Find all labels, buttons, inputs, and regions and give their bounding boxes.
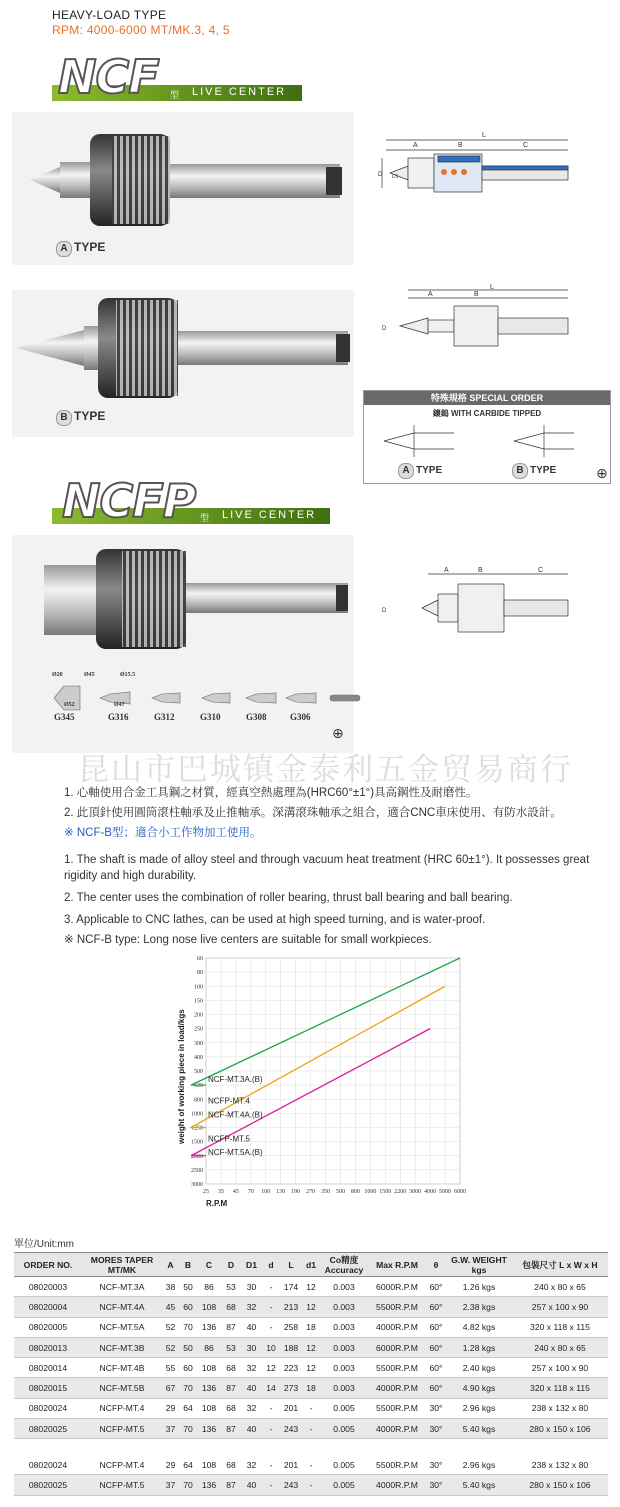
zoom-in-icon-2[interactable]: ⊕ (332, 725, 344, 741)
table-cell: 240 x 80 x 65 (512, 1277, 608, 1297)
table-cell: 10 (262, 1337, 280, 1357)
so-a-circle: A (398, 463, 414, 479)
table-cell: 68 (221, 1358, 241, 1378)
table-cell: 238 x 132 x 80 (512, 1398, 608, 1418)
table-cell: 5500R.P.M (368, 1455, 426, 1475)
table-row (14, 1455, 608, 1475)
series-label: NCF-MT.3A.(B) (208, 1075, 263, 1085)
table-cell: 0.003 (320, 1378, 368, 1398)
table-cell: 0.003 (320, 1317, 368, 1337)
table-cell: 136 (197, 1317, 221, 1337)
x-tick-label: 6000 (454, 1189, 466, 1195)
table-cell: 08020015 (14, 1378, 82, 1398)
x-tick-label: 130 (276, 1189, 286, 1195)
table-cell: 1.28 kgs (446, 1337, 512, 1357)
table-cell: 60° (426, 1297, 446, 1317)
y-tick-label: 400 (194, 1054, 203, 1061)
en-note-2: 2. The center uses the combination of roller bearing, thrust ball bearing and ball bearing. (64, 892, 513, 904)
table-cell: 223 (280, 1358, 302, 1378)
table-header-cell: MORES TAPER MT/MK (82, 1253, 162, 1277)
tool-g345: G345 (54, 712, 75, 722)
table-cell: - (262, 1277, 280, 1297)
table-cell: 12 (302, 1277, 320, 1297)
tool-dim-20: Ø20 (52, 672, 63, 678)
table-cell: NCF-MT.5A (82, 1317, 162, 1337)
x-tick-label: 350 (321, 1189, 331, 1195)
table-cell: 08020024 (14, 1455, 82, 1475)
table-cell: 08020025 (14, 1475, 82, 1495)
so-b-text: TYPE (530, 465, 557, 476)
y-tick-label: 1500 (191, 1139, 203, 1146)
cn-note-2: 2. 此頂針使用圓筒滾柱軸承及止推軸承。深溝滾珠軸承之組合，適合CNC車床使用、有防水設計。 (64, 807, 562, 819)
table-cell: 70 (179, 1475, 197, 1495)
table-cell: 257 x 100 x 90 (512, 1297, 608, 1317)
y-tick-label: 800 (194, 1097, 203, 1104)
table-header-cell: D1 (241, 1253, 262, 1277)
table-cell: 30° (426, 1475, 446, 1495)
y-tick-label: 100 (194, 984, 203, 991)
table-cell: NCFP-MT.5 (82, 1475, 162, 1495)
ncfp-sub: 型 (200, 513, 210, 523)
table-cell: 52 (162, 1317, 179, 1337)
table-cell: 60 (179, 1297, 197, 1317)
table-cell: 12 (302, 1297, 320, 1317)
table-cell: - (302, 1455, 320, 1475)
tool-g316: G316 (108, 712, 129, 722)
x-tick-label: 4000 (424, 1189, 437, 1195)
ncf-b-type-label (56, 409, 105, 426)
x-tick-label: 800 (350, 1189, 360, 1195)
table-cell: 12 (262, 1358, 280, 1378)
table-cell: - (262, 1398, 280, 1418)
ncfp-dim-c-text: C (538, 567, 544, 574)
y-tick-label: 150 (194, 998, 203, 1005)
type-b-text: TYPE (74, 409, 106, 423)
tool-g310: G310 (200, 712, 221, 722)
table-cell: 5500R.P.M (368, 1297, 426, 1317)
table-cell: 257 x 100 x 90 (512, 1358, 608, 1378)
table-header-cell: d1 (302, 1253, 320, 1277)
dim-l-text-b: L (490, 284, 494, 291)
table-cell: 60° (426, 1317, 446, 1337)
table-cell: 243 (280, 1419, 302, 1439)
so-b-type (512, 463, 556, 479)
y-tick-label: 630 (194, 1083, 203, 1090)
table-cell: 64 (179, 1455, 197, 1475)
table-cell: 5500R.P.M (368, 1358, 426, 1378)
table-cell: 136 (197, 1475, 221, 1495)
table-cell: 136 (197, 1419, 221, 1439)
table-cell: 64 (179, 1398, 197, 1418)
x-tick-label: 70 (247, 1189, 254, 1195)
table-cell: NCFP-MT.5 (82, 1419, 162, 1439)
x-tick-label: 270 (306, 1189, 316, 1195)
table-header-cell: G.W. WEIGHT kgs (446, 1253, 512, 1277)
x-axis-label: R.P.M (206, 1199, 228, 1208)
table-cell: 240 x 80 x 65 (512, 1337, 608, 1357)
dim-a-text: A (413, 142, 418, 149)
ncf-sub: 型 (170, 90, 180, 100)
ncf-a-type-label (56, 240, 105, 257)
en-note-4: ※ NCF-B type: Long nose live centers are suitable for small workpieces. (64, 934, 432, 946)
table-cell: 50 (179, 1277, 197, 1297)
table-cell: 53 (221, 1277, 241, 1297)
table-cell: 30 (241, 1337, 262, 1357)
table-cell: 60 (179, 1358, 197, 1378)
table-cell: 0.003 (320, 1337, 368, 1357)
table-cell: 238 x 132 x 80 (512, 1455, 608, 1475)
x-tick-label: 500 (335, 1189, 345, 1195)
table-cell: 08020025 (14, 1419, 82, 1439)
table-row (14, 1419, 608, 1439)
table-row (14, 1378, 608, 1398)
table-cell: 5500R.P.M (368, 1398, 426, 1418)
table-cell: 108 (197, 1455, 221, 1475)
cn-note-1: 1. 心軸使用合金工具鋼之材質，經真空熱處理為(HRC60°±1°)具高鋼性及耐磨性。 (64, 787, 478, 799)
x-tick-label: 5000 (439, 1189, 452, 1195)
table-row (14, 1297, 608, 1317)
table-cell: 87 (221, 1378, 241, 1398)
special-order-title: 特殊規格 SPECIAL ORDER (364, 391, 610, 405)
tool-dim-52: Ø52 (64, 702, 75, 708)
series-label: NCF-MT.5A.(B) (208, 1147, 263, 1157)
x-tick-label: 1500 (379, 1189, 392, 1195)
table-cell: 136 (197, 1378, 221, 1398)
table-cell: 29 (162, 1455, 179, 1475)
table-cell: 0.003 (320, 1297, 368, 1317)
ncfp-title: NCFP (62, 474, 196, 528)
table-cell: 213 (280, 1297, 302, 1317)
x-tick-label: 35 (217, 1189, 224, 1195)
table-row (14, 1317, 608, 1337)
ncfp-dim-a-text: A (444, 567, 449, 574)
table-cell: 0.005 (320, 1398, 368, 1418)
table-cell: 280 x 150 x 106 (512, 1475, 608, 1495)
table-cell: 188 (280, 1337, 302, 1357)
dim-a-text-b: A (428, 291, 433, 298)
table-cell: 4000R.P.M (368, 1419, 426, 1439)
table-cell: 320 x 118 x 115 (512, 1317, 608, 1337)
dim-d-text: D (378, 172, 383, 178)
table-header-cell: Max R.P.M (368, 1253, 426, 1277)
table-cell: 0.005 (320, 1455, 368, 1475)
table-row (14, 1277, 608, 1297)
y-tick-label: 60 (197, 956, 203, 962)
series-label: NCF-MT.4A.(B) (208, 1110, 263, 1120)
table-cell: 4000R.P.M (368, 1475, 426, 1495)
table-header-cell: D (221, 1253, 241, 1277)
table-header-cell: d (262, 1253, 280, 1277)
spec-table-extra (14, 1455, 608, 1496)
table-header-row (14, 1253, 608, 1277)
table-cell: 32 (241, 1358, 262, 1378)
table-cell: 08020014 (14, 1358, 82, 1378)
y-tick-label: 80 (197, 970, 203, 977)
table-header-cell: C (197, 1253, 221, 1277)
header-rpm: RPM: 4000-6000 MT/MK.3, 4, 5 (52, 23, 230, 37)
y-tick-label: 3000 (191, 1182, 203, 1188)
type-b-circle: B (56, 410, 72, 426)
tool-g306: G306 (290, 712, 311, 722)
table-cell: 280 x 150 x 106 (512, 1419, 608, 1439)
table-cell: 30° (426, 1419, 446, 1439)
table-cell: 08020013 (14, 1337, 82, 1357)
x-tick-label: 25 (203, 1189, 209, 1195)
dim-c-text: C (523, 142, 529, 149)
table-cell: 30° (426, 1398, 446, 1418)
so-a-type (398, 463, 442, 479)
table-cell: 0.003 (320, 1358, 368, 1378)
y-tick-label: 2500 (191, 1167, 203, 1174)
y-tick-label: 200 (194, 1012, 203, 1019)
table-cell: 70 (179, 1378, 197, 1398)
ncf-a-drawing (378, 128, 576, 210)
ncfp-drawing (378, 564, 576, 640)
table-cell: 0.003 (320, 1277, 368, 1297)
y-tick-label: 300 (194, 1040, 203, 1047)
table-cell: 50 (179, 1337, 197, 1357)
spec-table (14, 1252, 608, 1439)
en-note-3: 3. Applicable to CNC lathes, can be used at high speed turning, and is water-proof. (64, 914, 486, 926)
table-cell: 37 (162, 1475, 179, 1495)
table-cell: 08020024 (14, 1398, 82, 1418)
table-cell: 87 (221, 1475, 241, 1495)
table-cell: 37 (162, 1419, 179, 1439)
table-cell: - (262, 1475, 280, 1495)
y-tick-label: 250 (194, 1026, 203, 1033)
table-cell: 32 (241, 1398, 262, 1418)
table-cell: 201 (280, 1398, 302, 1418)
table-cell: - (262, 1455, 280, 1475)
tool-g312: G312 (154, 712, 175, 722)
table-cell: 70 (179, 1419, 197, 1439)
table-cell: 40 (241, 1378, 262, 1398)
y-tick-label: 500 (194, 1069, 203, 1075)
series-label: NCFP-MT.5 (208, 1134, 250, 1144)
table-cell: 87 (221, 1317, 241, 1337)
ncfp-live-center-label: LIVE CENTER (222, 509, 317, 521)
special-order-box (363, 390, 611, 484)
ncf-b-drawing (378, 284, 576, 354)
table-cell: 60° (426, 1337, 446, 1357)
x-tick-label: 2200 (394, 1189, 407, 1195)
cn-note-3: ※ NCF-B型；適合小工作物加工使用。 (64, 827, 262, 839)
table-cell: - (302, 1419, 320, 1439)
table-cell: 2.96 kgs (446, 1455, 512, 1475)
table-cell: 6000R.P.M (368, 1277, 426, 1297)
ncfp-dim-b-text: B (478, 567, 483, 574)
table-header-cell: L (280, 1253, 302, 1277)
table-cell: 67 (162, 1378, 179, 1398)
x-tick-label: 190 (291, 1189, 301, 1195)
special-order-drawing (374, 421, 600, 461)
so-a-text: TYPE (416, 465, 443, 476)
table-cell: - (262, 1419, 280, 1439)
table-cell: 5.40 kgs (446, 1475, 512, 1495)
x-tick-label: 45 (232, 1189, 239, 1195)
table-cell: 18 (302, 1378, 320, 1398)
y-tick-label: 1000 (191, 1111, 203, 1118)
watermark: 昆山市巴城镇金泰利五金贸易商行 (78, 752, 573, 788)
unit-label: 單位/Unit:mm (14, 1239, 74, 1250)
load-rpm-chart (160, 950, 470, 1214)
ncf-title: NCF (58, 50, 159, 104)
x-tick-label: 3000 (409, 1189, 422, 1195)
table-cell: 40 (241, 1475, 262, 1495)
x-tick-label: 100 (261, 1189, 271, 1195)
zoom-in-icon[interactable]: ⊕ (596, 465, 608, 481)
table-cell: 2.40 kgs (446, 1358, 512, 1378)
table-row (14, 1475, 608, 1495)
type-a-circle: A (56, 241, 72, 257)
ncfp-illustration (12, 535, 354, 665)
dim-d-text-b: D (382, 326, 387, 332)
y-tick-label: 2000 (191, 1153, 203, 1160)
table-cell: 53 (221, 1337, 241, 1357)
table-header-cell: A (162, 1253, 179, 1277)
table-cell: 60° (426, 1378, 446, 1398)
table-cell: - (302, 1475, 320, 1495)
table-cell: NCF-MT.4B (82, 1358, 162, 1378)
table-cell: 18 (302, 1317, 320, 1337)
table-cell: NCF-MT.3A (82, 1277, 162, 1297)
table-cell: NCFP-MT.4 (82, 1398, 162, 1418)
table-cell: 86 (197, 1337, 221, 1357)
tool-g308: G308 (246, 712, 267, 722)
table-cell: 4.90 kgs (446, 1378, 512, 1398)
table-cell: NCF-MT.3B (82, 1337, 162, 1357)
table-cell: 30 (241, 1277, 262, 1297)
table-header-cell: 包裝尺寸 L x W x H (512, 1253, 608, 1277)
table-cell: 5.40 kgs (446, 1419, 512, 1439)
table-header-cell: θ (426, 1253, 446, 1277)
table-row (14, 1398, 608, 1418)
y-axis-label: weight of working piece in load/kgs (177, 1009, 186, 1144)
table-cell: 60° (426, 1277, 446, 1297)
table-cell: 08020004 (14, 1297, 82, 1317)
table-header-cell: ORDER NO. (14, 1253, 82, 1277)
table-cell: 08020003 (14, 1277, 82, 1297)
table-cell: 1.26 kgs (446, 1277, 512, 1297)
table-cell: 4000R.P.M (368, 1317, 426, 1337)
y-tick-label: 1250 (191, 1125, 203, 1132)
table-cell: 6000R.P.M (368, 1337, 426, 1357)
x-tick-label: 1000 (364, 1189, 377, 1195)
table-cell: 4000R.P.M (368, 1378, 426, 1398)
so-b-circle: B (512, 463, 528, 479)
table-cell: 243 (280, 1475, 302, 1495)
table-cell: - (302, 1398, 320, 1418)
table-cell: - (262, 1297, 280, 1317)
table-cell: 55 (162, 1358, 179, 1378)
table-cell: 14 (262, 1378, 280, 1398)
table-cell: 87 (221, 1419, 241, 1439)
table-cell: 70 (179, 1317, 197, 1337)
table-cell: 273 (280, 1378, 302, 1398)
table-cell: NCF-MT.5B (82, 1378, 162, 1398)
tool-dim-155: Ø15.5 (120, 672, 136, 678)
table-cell: 320 x 118 x 115 (512, 1378, 608, 1398)
header-title: HEAVY-LOAD TYPE (52, 8, 167, 22)
table-cell: 0.005 (320, 1419, 368, 1439)
table-cell: 29 (162, 1398, 179, 1418)
table-cell: 0.005 (320, 1475, 368, 1495)
table-row (14, 1337, 608, 1357)
table-cell: 30° (426, 1455, 446, 1475)
table-cell: 08020005 (14, 1317, 82, 1337)
table-cell: NCFP-MT.4 (82, 1455, 162, 1475)
table-cell: 2.38 kgs (446, 1297, 512, 1317)
table-cell: - (262, 1317, 280, 1337)
en-note-1: 1. The shaft is made of alloy steel and through vacuum heat treatment (HRC 60±1°). It possesses great rigidity and high durability. (64, 854, 590, 882)
table-cell: 12 (302, 1358, 320, 1378)
table-cell: 38 (162, 1277, 179, 1297)
table-cell: 108 (197, 1358, 221, 1378)
dim-d1-text: D1 (392, 174, 399, 180)
table-cell: 32 (241, 1297, 262, 1317)
table-cell: 201 (280, 1455, 302, 1475)
table-cell: 68 (221, 1297, 241, 1317)
ncfp-dim-d-text: D (382, 608, 387, 614)
type-a-text: TYPE (74, 240, 106, 254)
tool-dim-47: Ø47 (114, 702, 125, 708)
series-label: NCFP-MT.4 (208, 1096, 250, 1106)
table-cell: 108 (197, 1398, 221, 1418)
table-cell: 32 (241, 1455, 262, 1475)
table-row (14, 1358, 608, 1378)
table-cell: 4.82 kgs (446, 1317, 512, 1337)
table-header-cell: B (179, 1253, 197, 1277)
table-cell: 52 (162, 1337, 179, 1357)
table-cell: 174 (280, 1277, 302, 1297)
table-cell: 86 (197, 1277, 221, 1297)
table-cell: 258 (280, 1317, 302, 1337)
table-cell: 40 (241, 1317, 262, 1337)
dim-b-text-b: B (474, 291, 479, 298)
table-cell: 45 (162, 1297, 179, 1317)
tool-dim-45: Ø45 (84, 672, 95, 678)
table-cell: 68 (221, 1455, 241, 1475)
special-order-subtitle: 鑲鎢 WITH CARBIDE TIPPED (432, 409, 542, 418)
table-cell: 12 (302, 1337, 320, 1357)
ncf-live-center-label: LIVE CENTER (192, 86, 287, 98)
table-cell: 60° (426, 1358, 446, 1378)
table-cell: 40 (241, 1419, 262, 1439)
table-cell: 2.96 kgs (446, 1398, 512, 1418)
dim-l-text: L (482, 132, 486, 139)
table-cell: 108 (197, 1297, 221, 1317)
dim-b-text: B (458, 142, 463, 149)
table-header-cell: Co精度 Accuracy (320, 1253, 368, 1277)
table-cell: 68 (221, 1398, 241, 1418)
table-cell: NCF-MT.4A (82, 1297, 162, 1317)
